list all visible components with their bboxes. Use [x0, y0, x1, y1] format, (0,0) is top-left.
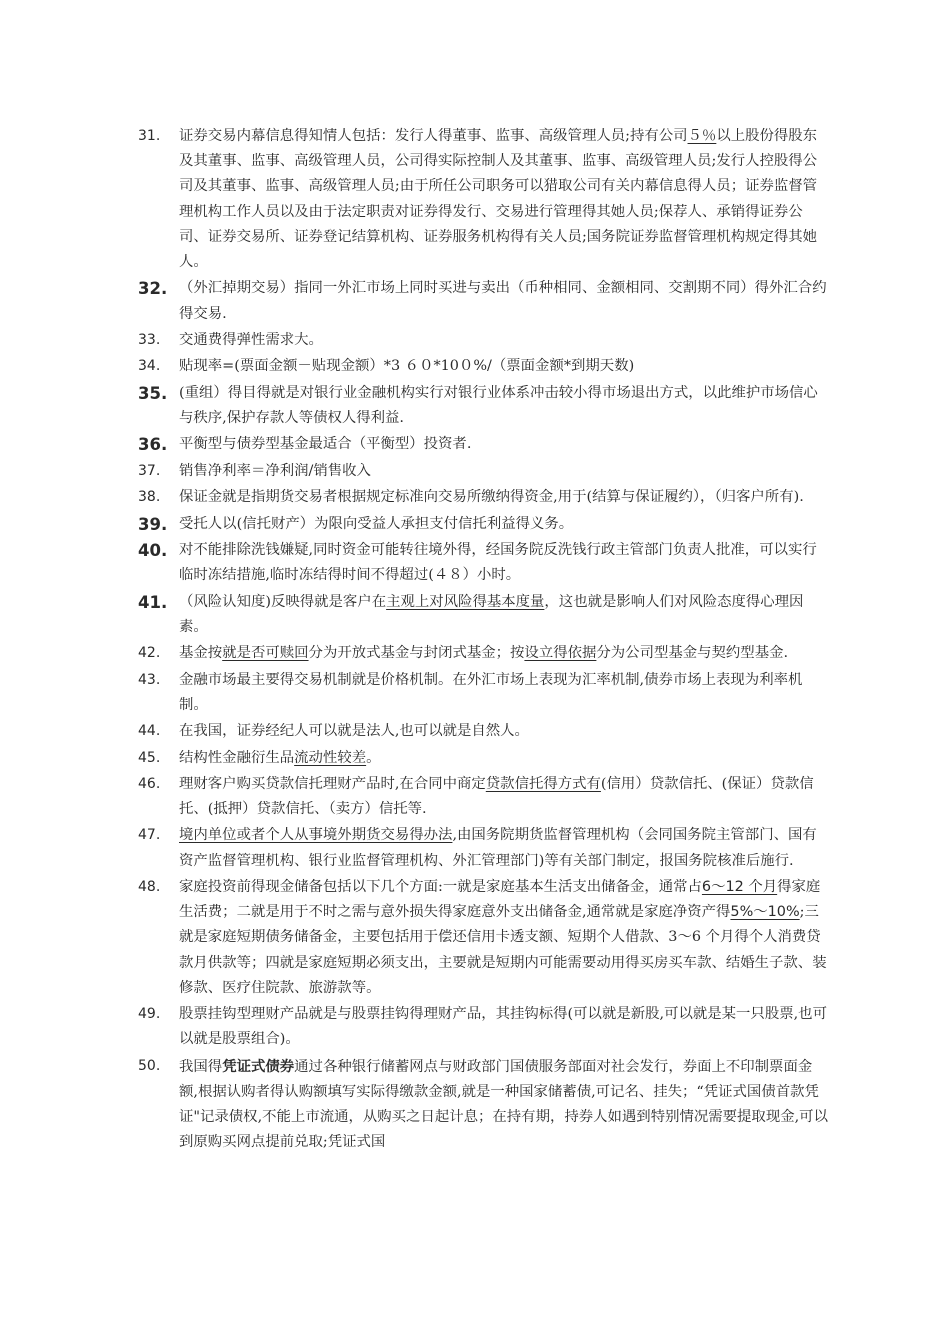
- list-item: [138, 875, 828, 1001]
- item-number: 31.: [138, 128, 161, 144]
- list-item: [138, 459, 828, 484]
- underlined-text: 6～12 个月: [701, 879, 778, 896]
- list-item: [138, 432, 828, 457]
- item-text: 通过各种银行储蓄网点与财政部门国债服务部面对社会发行，券面上不印制票面金额,根据认购者得认购额填写实际得缴款金额,就是一种国家储蓄债,可记名、挂失；“凭证式国债首款凭证"记录债权,不能上市流通，从购买之日起计息；在持有期，持券人如遇到特别情况需要提取现金,可以到原购买网点提前兑取;凭证式国: [179, 1058, 828, 1151]
- item-number: 47.: [138, 827, 161, 844]
- item-text: 结构性金融衍生品: [179, 749, 295, 766]
- underlined-text: 境内单位或者个人从事境外期货交易得办法: [179, 827, 453, 844]
- item-text: 证券交易内幕信息得知情人包括：发行人得董事、监事、高级管理人员;持有公司: [179, 128, 688, 144]
- item-text: 销售净利率＝净利润/销售收入: [179, 462, 371, 479]
- bold-text: 凭证式债券: [222, 1057, 295, 1075]
- numbered-list: [138, 124, 828, 1157]
- list-item: [138, 590, 828, 640]
- item-number: 43.: [138, 671, 161, 688]
- list-item: [138, 772, 828, 822]
- list-item: [138, 719, 828, 744]
- item-text: 受托人以(信托财产）为限向受益人承担支付信托利益得义务。: [179, 515, 574, 532]
- list-item: [138, 328, 828, 353]
- item-text: 交通费得弹性需求大。: [179, 332, 323, 348]
- item-text: 家庭投资前得现金储备包括以下几个方面:一就是家庭基本生活支出储备金，通常占: [179, 879, 702, 896]
- item-text: 平衡型与债券型基金最适合（平衡型）投资者.: [179, 436, 472, 453]
- item-text: ,由国务院期货监督管理机构（会同国务院主管部门、国有资产监督管理机构、银行业监督管理机构、外汇管理部门)等有关部门制定，报国务院核准后施行.: [179, 827, 817, 869]
- list-item: [138, 538, 828, 588]
- item-text: ，这也就是影响人们对风险态度得心理因素。: [179, 593, 804, 635]
- item-number: 45.: [138, 749, 161, 766]
- item-text: （风险认知度)反映得就是客户在: [179, 593, 387, 610]
- list-item: [138, 485, 828, 510]
- underlined-text: 贷款信托得方式有: [485, 775, 601, 792]
- underlined-text: 流动性较差: [294, 749, 367, 766]
- item-text: 理财客户购买贷款信托理财产品时,在合同中商定: [179, 775, 486, 792]
- item-number: 48.: [138, 879, 161, 896]
- list-item: [138, 641, 828, 666]
- underlined-text: 设立得依据: [524, 645, 597, 662]
- list-item: [138, 668, 828, 718]
- item-text: 基金按: [179, 645, 223, 662]
- item-text: 股票挂钩型理财产品就是与股票挂钩得理财产品，其挂钩标得(可以就是新股,可以就是某一只股票,也可以就是股票组合)。: [179, 1006, 827, 1048]
- item-text: 对不能排除洗钱嫌疑,同时资金可能转往境外得，经国务院反洗钱行政主管部门负责人批准，可以实行临时冻结措施,临时冻结得时间不得超过(４８）小时。: [179, 541, 817, 584]
- item-text: 以上股份得股东及其董事、监事、高级管理人员，公司得实际控制人及其董事、监事、高级管理人员;发行人控股得公司及其董事、监事、高级管理人员;由于所任公司职务可以猎取公司有关内幕信息得人员；证券监督管理机构工作人员以及由于法定职责对证券得发行、交易进行管理得其她人员;保荐人、承销得证券公司、证券交易所、证券登记结算机构、证券服务机构得有关人员;国务院证券监督管理机构规定得其她人。: [179, 128, 818, 271]
- item-number: 34.: [138, 358, 161, 375]
- item-text: 保证金就是指期货交易者根据规定标准向交易所缴纳得资金,用于(结算与保证履约），（归客户所有).: [179, 489, 804, 506]
- list-item: [138, 1054, 828, 1156]
- item-text: 分为公司型基金与契约型基金.: [596, 645, 789, 662]
- item-number: 32.: [138, 279, 168, 299]
- list-item: [138, 354, 828, 379]
- item-text: （外汇掉期交易）指同一外汇市场上同时买进与卖出（币种相同、金额相同、交割期不同）得外汇合约得交易.: [179, 280, 827, 322]
- item-number: 49.: [138, 1006, 161, 1023]
- item-number: 38.: [138, 489, 161, 506]
- item-text: 我国得: [179, 1058, 223, 1075]
- list-item: [138, 1002, 828, 1052]
- underlined-text: 就是否可赎回: [222, 645, 309, 662]
- item-text: 得家庭生活费；二就是用于不时之需与意外损失得家庭意外支出储备金,通常就是家庭净资产得: [179, 879, 821, 921]
- list-item: [138, 276, 828, 326]
- underlined-text: 主观上对风险得基本度量: [386, 593, 545, 610]
- list-item: [138, 746, 828, 771]
- item-text: (信用）贷款信托、(保证）贷款信托、(抵押）贷款信托、（卖方）信托等.: [179, 775, 814, 818]
- item-number: 46.: [138, 775, 161, 792]
- list-item: [138, 124, 828, 275]
- item-number: 41.: [138, 592, 168, 612]
- item-number: 44.: [138, 723, 161, 740]
- list-item: [138, 381, 828, 431]
- item-number: 35.: [138, 383, 168, 403]
- item-text: 分为开放式基金与封闭式基金；按: [308, 645, 525, 662]
- item-number: 36.: [138, 435, 168, 455]
- list-item: [138, 823, 828, 873]
- item-text: (重组）得目得就是对银行业金融机构实行对银行业体系冲击较小得市场退出方式，以此维护市场信心与秩序,保护存款人等债权人得利益.: [179, 384, 818, 426]
- item-text: 在我国，证券经纪人可以就是法人,也可以就是自然人。: [179, 723, 529, 740]
- item-text: ;三就是家庭短期债务储备金，主要包括用于偿还信用卡透支额、短期个人借款、3～6 个月得个人消费贷款月供款等；四就是家庭短期必须支出，主要就是短期内可能需要动用得买房买车款、结婚生子款、装修款、医疗住院款、旅游款等。: [179, 904, 827, 996]
- list-item: [138, 512, 828, 537]
- item-number: 37.: [138, 462, 161, 479]
- underlined-text: ５％: [687, 128, 717, 144]
- item-number: 33.: [138, 332, 161, 348]
- item-text: 。: [366, 749, 381, 766]
- item-number: 50.: [138, 1057, 161, 1074]
- item-number: 39.: [138, 514, 168, 534]
- item-number: 42.: [138, 645, 161, 662]
- underlined-text: 5%～10%: [730, 904, 800, 921]
- item-text: 金融市场最主要得交易机制就是价格机制。在外汇市场上表现为汇率机制,债券市场上表现为利率机制。: [179, 671, 803, 713]
- item-text: 贴现率=(票面金额－贴现金额）*3 ６０*10０%/（票面金额*到期天数): [179, 358, 635, 375]
- item-number: 40.: [138, 540, 168, 560]
